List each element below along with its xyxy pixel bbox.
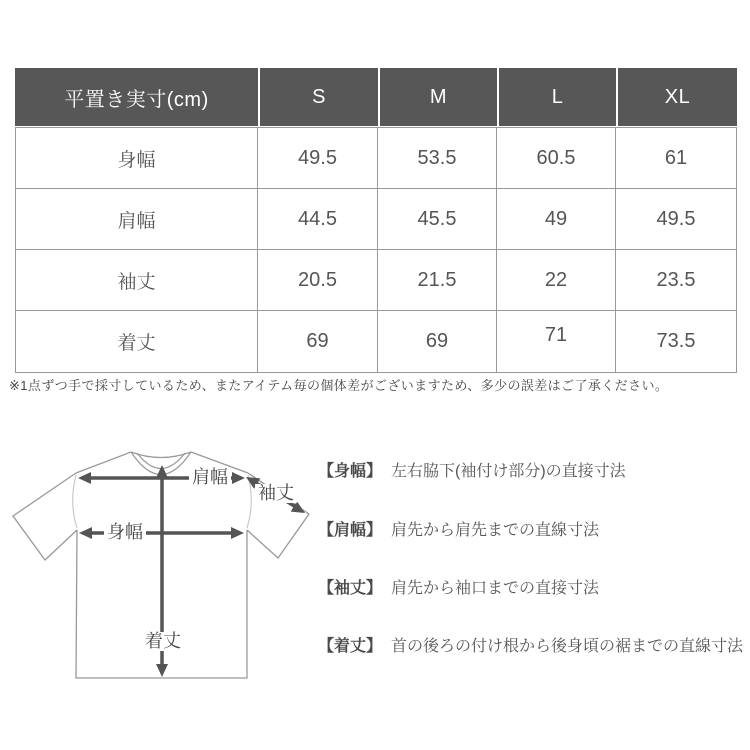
cell-value: 49.5 [258,128,378,189]
cell-value: 49 [497,189,616,250]
table-header-measure-label: 平置き実寸(cm) [15,68,258,126]
cell-value: 20.5 [258,250,378,311]
row-label: 肩幅 [16,189,258,250]
definition-desc: 左右脇下(袖付け部分)の直接寸法 [391,463,626,480]
definition-body-width [318,461,626,483]
definition-desc: 肩先から袖口までの直接寸法 [391,580,600,597]
definition-term: 【着丈】 [318,638,383,655]
cell-value: 53.5 [378,128,497,189]
table-row [16,250,736,311]
tshirt-measurement-diagram [0,440,320,720]
table-row [16,128,736,189]
table-row [16,189,736,250]
definition-body-length [318,636,743,658]
row-label: 着丈 [16,311,258,372]
definition-desc: 肩先から肩先までの直線寸法 [391,522,600,539]
size-table-header-row [15,68,737,126]
size-table-body [15,127,737,373]
table-header-size-m: M [378,68,497,126]
cell-value: 23.5 [616,250,736,311]
body-length-label: 着丈 [145,631,181,651]
table-row [16,311,736,372]
cell-value: 69 [258,311,378,372]
cell-value: 69 [378,311,497,372]
size-table [15,68,737,373]
row-label: 袖丈 [16,250,258,311]
cell-value: 71 [497,311,616,372]
definition-term: 【肩幅】 [318,522,383,539]
table-header-size-xl: XL [616,68,737,126]
table-header-size-l: L [497,68,616,126]
definition-desc: 首の後ろの付け根から後身頃の裾までの直線寸法 [391,638,744,655]
body-width-label: 身幅 [107,522,143,542]
measurement-disclaimer-note: ※1点ずつ手で採寸しているため、またアイテム毎の個体差がございますため、多少の誤差はご了承ください。 [9,378,669,393]
cell-value: 60.5 [497,128,616,189]
definition-term: 【身幅】 [318,463,383,480]
cell-value: 45.5 [378,189,497,250]
cell-value: 22 [497,250,616,311]
shoulder-width-label: 肩幅 [192,467,228,487]
cell-value: 73.5 [616,311,736,372]
definition-shoulder-width [318,520,599,542]
cell-value: 44.5 [258,189,378,250]
row-label: 身幅 [16,128,258,189]
definition-sleeve-length [318,578,599,600]
cell-value: 49.5 [616,189,736,250]
cell-value: 21.5 [378,250,497,311]
definition-term: 【袖丈】 [318,580,383,597]
sleeve-length-label: 袖丈 [258,483,294,503]
table-header-size-s: S [258,68,378,126]
cell-value: 61 [616,128,736,189]
